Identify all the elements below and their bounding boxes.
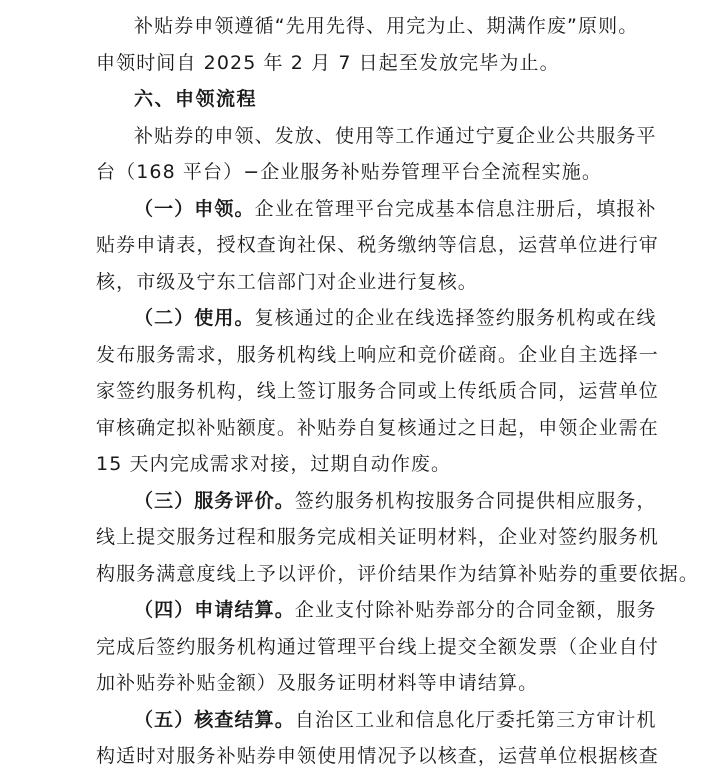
- paragraph-line: 加补贴券补贴金额）及服务证明材料等申请结算。: [96, 672, 539, 694]
- paragraph-line: [96, 191, 657, 228]
- paragraph-line: 线上提交服务过程和服务完成相关证明材料，企业对签约服务机: [96, 526, 659, 548]
- document-page: [96, 8, 700, 775]
- paragraph-line: 完成后签约服务机构通过管理平台线上提交全额发票（企业自付: [96, 635, 659, 658]
- paragraph-line: 构服务满意度线上予以评价，评价结果作为结算补贴券的重要依据。: [96, 562, 700, 585]
- paragraph-line: 发布服务需求，服务机构线上响应和竞价磋商。企业自主选择一: [96, 343, 659, 366]
- step-label: （三）服务评价。: [134, 489, 295, 512]
- section-heading: 六、申领流程: [134, 88, 258, 110]
- paragraph-line: 台（168 平台）−企业服务补贴券管理平台全流程实施。: [96, 161, 602, 183]
- paragraph-line: 15 天内完成需求对接，过期自动作废。: [96, 453, 452, 475]
- paragraph-line: [96, 702, 657, 739]
- paragraph-text: 复核通过的企业在线选择签约服务机构或在线: [254, 307, 657, 329]
- step-label: （一）申领。: [134, 197, 255, 220]
- paragraph-line: 申领时间自 2025 年 2 月 7 日起至发放完毕为止。: [96, 51, 560, 74]
- paragraph-line: 构适时对服务补贴券申领使用情况予以核查，运营单位根据核查: [96, 745, 659, 767]
- paragraph-line: 贴券申请表，授权查询社保、税务缴纳等信息，运营单位进行审: [96, 234, 659, 256]
- step-label: （五）核查结算。: [134, 708, 295, 731]
- paragraph-line: 核，市级及宁东工信部门对企业进行复核。: [96, 270, 478, 293]
- paragraph-text: 自治区工业和信息化厅委托第三方审计机: [294, 708, 657, 731]
- paragraph-line: 审核确定拟补贴额度。补贴券自复核通过之日起，申领企业需在: [96, 416, 659, 439]
- step-label: （四）申请结算。: [134, 599, 295, 621]
- paragraph-line: [96, 483, 657, 520]
- paragraph-line: 补贴券的申领、发放、使用等工作通过宁夏企业公共服务平: [134, 124, 657, 147]
- paragraph-text: 企业在管理平台完成基本信息注册后，填报补: [254, 197, 657, 220]
- paragraph-line: [96, 592, 657, 629]
- paragraph-line: 补贴券申领遵循“先用先得、用完为止、期满作废”原则。: [134, 15, 639, 37]
- paragraph-text: 企业支付除补贴券部分的合同金额，服务: [294, 599, 657, 621]
- paragraph-line: [96, 300, 657, 337]
- paragraph-text: 签约服务机构按服务合同提供相应服务，: [294, 489, 657, 512]
- step-label: （二）使用。: [134, 307, 255, 329]
- paragraph-line: 家签约服务机构，线上签订服务合同或上传纸质合同，运营单位: [96, 380, 659, 402]
